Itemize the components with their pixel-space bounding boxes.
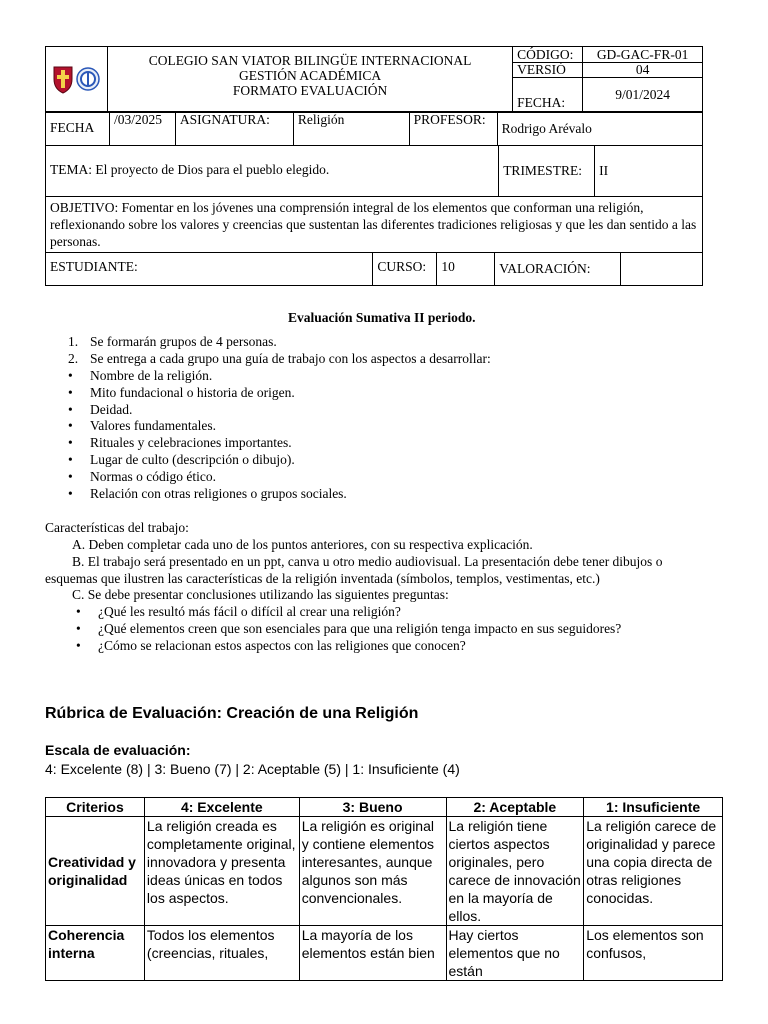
- format-title: FORMATO EVALUACIÓN: [232, 83, 388, 98]
- criterion-cell: Creatividad y originalidad: [46, 817, 145, 926]
- numbered-item: Se entrega a cada grupo una guía de trabajo con los aspectos a desarrollar:: [90, 351, 491, 366]
- bullet-marker: •: [68, 384, 73, 400]
- item-b-line1: B. El trabajo será presentado en un ppt, canva u otro medio audiovisual. La presentación debe tener dibujos o: [72, 554, 663, 569]
- trimestre-value: II: [595, 146, 703, 197]
- rubric-cell: Todos los elementos (creencias, rituales,: [144, 926, 299, 981]
- bullet-marker: •: [68, 418, 73, 434]
- profesor-label: PROFESOR:: [409, 112, 497, 146]
- item-a: A. Deben completar cada uno de los puntos anteriores, con su respectiva explicación.: [72, 537, 533, 552]
- numbered-marker-2: 2.: [68, 351, 79, 366]
- objetivo-table: [45, 196, 703, 253]
- rubric-cell: Los elementos son confusos,: [584, 926, 723, 981]
- bullet-marker: •: [76, 621, 81, 636]
- bullet-marker: •: [68, 468, 73, 484]
- bullet-marker: •: [68, 435, 73, 451]
- scale-text: 4: Excelente (8) | 3: Bueno (7) | 2: Aceptable (5) | 1: Insuficiente (4): [45, 761, 460, 777]
- list-item: Deidad.: [90, 401, 133, 417]
- question-item: ¿Qué elementos creen que son esenciales para que una religión tenga impacto en sus seguidores?: [98, 621, 622, 636]
- fecha-doc-label: FECHA:: [513, 78, 583, 113]
- codigo-label: CÓDIGO:: [513, 47, 583, 63]
- item-c: C. Se debe presentar conclusiones utilizando las siguientes preguntas:: [72, 587, 449, 602]
- codigo-value: GD-GAC-FR-01: [583, 47, 703, 63]
- rubric-cell: La religión es original y contiene elementos interesantes, aunque algunos son más convencionales.: [299, 817, 446, 926]
- evaluation-title: Evaluación Sumativa II periodo.: [288, 310, 476, 325]
- rubric-cell: La religión tiene ciertos aspectos originales, pero carece de innovación en la mayoría de ellos.: [446, 817, 584, 926]
- header-table: [45, 46, 703, 113]
- rubric-cell: La religión carece de originalidad y parece una copia directa de otras religiones conocidas.: [584, 817, 723, 926]
- bullet-marker: •: [76, 638, 81, 653]
- asignatura-label: ASIGNATURA:: [175, 112, 293, 146]
- profesor-value: Rodrigo Arévalo: [497, 112, 702, 146]
- bullet-marker: •: [68, 485, 73, 501]
- rubric-cell: La mayoría de los elementos están bien: [299, 926, 446, 981]
- bullet-marker: •: [68, 401, 73, 417]
- column-header: 1: Insuficiente: [584, 798, 723, 817]
- bullet-marker: •: [68, 368, 73, 383]
- rubric-cell: Hay ciertos elementos que no están: [446, 926, 584, 981]
- school-name: COLEGIO SAN VIATOR BILINGÜE INTERNACIONAL: [148, 53, 472, 68]
- column-header: 3: Bueno: [299, 798, 446, 817]
- list-item: Normas o código ético.: [90, 468, 216, 484]
- rubric-cell: La religión creada es completamente original, innovadora y presenta ideas únicas en todos los aspectos.: [144, 817, 299, 926]
- school-crest-icon: [52, 64, 74, 94]
- list-item: Relación con otras religiones o grupos sociales.: [90, 485, 347, 501]
- tema-table: [45, 145, 703, 197]
- list-item: Rituales y celebraciones importantes.: [90, 435, 292, 451]
- table-row: [46, 817, 723, 926]
- tema-text: TEMA: El proyecto de Dios para el pueblo elegido.: [46, 146, 499, 197]
- column-header: Criterios: [46, 798, 145, 817]
- list-item: Mito fundacional o historia de origen.: [90, 384, 295, 400]
- rubric-heading: Rúbrica de Evaluación: Creación de una Religión: [45, 705, 419, 722]
- caracteristicas-heading: Características del trabajo:: [45, 520, 189, 535]
- valoracion-value[interactable]: [621, 253, 703, 286]
- list-item: Lugar de culto (descripción o dibujo).: [90, 452, 295, 467]
- numbered-item: Se formarán grupos de 4 personas.: [90, 334, 277, 349]
- objetivo-text: OBJETIVO: Fomentar en los jóvenes una comprensión integral de los elementos que conforman una religión, reflexionando sobre los valores y creencias que sustentan las diferentes tradiciones religiosas y que les dan sentido a las personas.: [46, 197, 703, 253]
- asignatura-value: Religión: [293, 112, 409, 146]
- numbered-marker-1: 1.: [68, 334, 79, 349]
- question-item: ¿Cómo se relacionan estos aspectos con las religiones que conocen?: [98, 638, 466, 653]
- school-title-cell: [107, 47, 512, 113]
- estudiante-table: [45, 252, 703, 286]
- list-item: Valores fundamentales.: [90, 418, 216, 434]
- criterion-cell: Coherencia interna: [46, 926, 145, 981]
- curso-value: 10: [437, 253, 495, 286]
- table-row: [46, 926, 723, 981]
- column-header: 2: Aceptable: [446, 798, 584, 817]
- estudiante-label: ESTUDIANTE:: [46, 253, 373, 286]
- fecha-label: FECHA: [46, 112, 110, 146]
- department: GESTIÓN ACADÉMICA: [238, 68, 382, 83]
- bullet-marker: •: [68, 452, 73, 467]
- fecha-doc-value: 9/01/2024: [583, 78, 703, 113]
- scale-title: Escala de evaluación:: [45, 742, 191, 758]
- bilingual-seal-icon: [76, 67, 100, 91]
- valoracion-label: VALORACIÓN:: [495, 253, 621, 286]
- info-table: [45, 111, 703, 146]
- question-item: ¿Qué les resultó más fácil o difícil al crear una religión?: [98, 604, 401, 619]
- list-item: Nombre de la religión.: [90, 368, 213, 383]
- rubric-header-row: [46, 798, 723, 817]
- trimestre-label: TRIMESTRE:: [499, 146, 595, 197]
- curso-label: CURSO:: [373, 253, 437, 286]
- bullet-marker: •: [76, 604, 81, 619]
- version-value: 04: [583, 63, 703, 78]
- item-b-line2: esquemas que ilustren las características de la religión inventada (símbolos, templos, vestimentas, etc.): [45, 571, 600, 586]
- column-header: 4: Excelente: [144, 798, 299, 817]
- logo-cell: [46, 47, 108, 113]
- rubric-table: [45, 797, 723, 981]
- version-label: VERSIÓ: [513, 63, 583, 78]
- fecha-value: /03/2025: [109, 112, 175, 146]
